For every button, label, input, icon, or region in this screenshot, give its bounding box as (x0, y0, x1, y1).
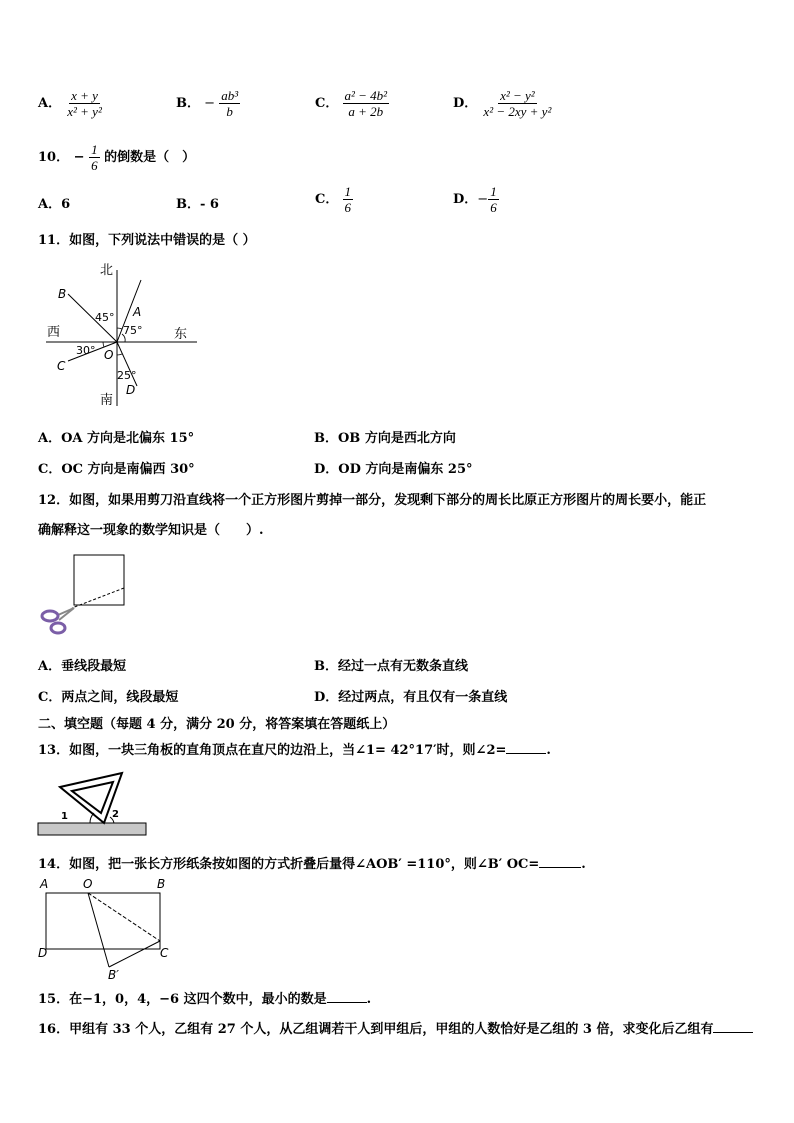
minus-sign: − (477, 192, 489, 207)
q11-option-c: C．OC 方向是南偏西 30° (38, 462, 195, 477)
question-text: 13．如图，一块三角板的直角顶点在直尺的边沿上，当∠1= 42°17′时，则∠2= (38, 743, 507, 758)
denominator: b (226, 104, 233, 119)
fraction (343, 184, 354, 215)
question-number: 10． (38, 150, 70, 165)
fraction (481, 88, 553, 119)
point-b-label: B (157, 877, 166, 891)
scissors-square-figure (38, 552, 133, 640)
fraction (343, 88, 390, 119)
segment-b-prime-c (109, 941, 160, 967)
q12-stem-line1: 12．如图，如果用剪刀沿直线将一个正方形图片剪掉一部分，发现剩下部分的周长比原正方形图片的周长要小，能正 (38, 493, 707, 508)
point-o-label: O (104, 348, 114, 362)
angle-2-label: 2 (112, 809, 119, 820)
answer-blank[interactable] (506, 753, 546, 754)
east-label: 东 (174, 327, 188, 342)
denominator: 6 (490, 200, 497, 215)
q11-option-b: B．OB 方向是西北方向 (314, 431, 456, 446)
angle-75-label: 75° (123, 324, 143, 337)
q10-option-b (176, 193, 219, 212)
point-o-label: O (83, 877, 93, 891)
point-c-label: C (160, 946, 169, 960)
point-b-prime-label: B′ (108, 968, 119, 982)
question-text: 16．甲组有 33 个人，乙组有 27 个人，从乙组调若干人到甲组后，甲组的人数恰好是乙组的 3 倍，求变化后乙组有 (38, 1022, 714, 1037)
ruler (38, 823, 146, 835)
angle-arc-30 (103, 342, 104, 347)
option-letter: A． (38, 197, 62, 212)
option-letter: C． (315, 192, 339, 207)
option-text: 6 (61, 197, 71, 212)
angle-45-label: 45° (95, 311, 115, 324)
q12-option-b: B．经过一点有无数条直线 (314, 659, 468, 674)
numerator: x + y (71, 88, 98, 103)
point-d-label: D (126, 383, 136, 397)
section-heading: 二、填空题（每题 4 分，满分 20 分，将答案填在答题纸上） (38, 717, 396, 732)
option-letter: D． (453, 192, 478, 207)
q12-option-d: D．经过两点，有且仅有一条直线 (314, 690, 508, 705)
fraction (219, 88, 240, 119)
minus-sign: − (73, 150, 85, 165)
q9-option-b (176, 88, 240, 119)
minus-sign: − (204, 96, 216, 111)
q9-option-c (315, 88, 389, 119)
q9-option-d (453, 88, 553, 119)
q15-stem (38, 988, 371, 1007)
denominator: x² − 2xy + y² (483, 104, 552, 119)
q14-stem (38, 853, 586, 872)
fraction (89, 142, 100, 173)
west-label: 西 (47, 325, 61, 340)
q10-stem (38, 142, 195, 173)
numerator: x² − y² (500, 88, 535, 103)
q13-stem (38, 739, 551, 758)
north-label: 北 (100, 263, 114, 278)
q11-option-d: D．OD 方向是南偏东 25° (314, 462, 473, 477)
point-d-label: D (38, 946, 48, 960)
triangle-ruler-figure (36, 767, 150, 839)
answer-blank[interactable] (539, 867, 581, 868)
angle-30-label: 30° (76, 344, 96, 357)
angle-arc-45 (117, 328, 122, 329)
period: . (581, 857, 586, 872)
denominator: x² + y² (67, 104, 102, 119)
q12-stem-line2: 确解释这一现象的数学知识是（ ）. (38, 523, 264, 538)
numerator: 1 (490, 184, 497, 199)
numerator: 1 (344, 184, 351, 199)
angle-arc-25 (117, 354, 122, 355)
angle-1-label: 1 (61, 811, 68, 822)
denominator: 6 (91, 158, 98, 173)
point-a-label: A (40, 877, 49, 891)
point-c-label: C (57, 359, 66, 373)
compass-direction-figure (40, 258, 205, 408)
q10-option-d (453, 184, 499, 215)
option-letter: C． (315, 96, 339, 111)
question-text: 的倒数是（ ） (104, 150, 196, 165)
period: . (546, 743, 551, 758)
q10-option-c (315, 184, 353, 215)
q12-option-c: C．两点之间，线段最短 (38, 690, 179, 705)
answer-blank[interactable] (327, 1002, 367, 1003)
period: . (366, 992, 372, 1007)
denominator: 6 (344, 200, 351, 215)
fold-line-oc (88, 893, 160, 941)
angle-25-label: 25° (117, 369, 137, 382)
point-b-label: B (58, 287, 67, 301)
question-text: 14．如图，把一张长方形纸条按如图的方式折叠后量得∠AOB′ =110°，则∠B′ OC= (38, 857, 540, 872)
question-text: 15．在−1，0，4，−6 这四个数中，最小的数是 (38, 992, 327, 1007)
option-letter: A． (38, 96, 62, 111)
folded-rectangle-figure (36, 875, 176, 985)
south-label: 南 (100, 393, 114, 408)
q11-option-a: A．OA 方向是北偏东 15° (38, 431, 195, 446)
q10-option-a (38, 193, 70, 212)
q11-stem: 11．如图，下列说法中错误的是（ ） (38, 233, 256, 248)
scissors-icon (42, 608, 74, 633)
option-letter: B． (176, 197, 200, 212)
segment-ob-prime (88, 893, 109, 967)
numerator: ab³ (221, 88, 239, 103)
fraction (488, 184, 499, 215)
fraction (65, 88, 104, 119)
numerator: 1 (91, 142, 98, 157)
rectangle (46, 893, 160, 949)
option-letter: D． (453, 96, 478, 111)
numerator: a² − 4b² (344, 88, 388, 103)
option-letter: B． (176, 96, 200, 111)
option-text: - 6 (200, 197, 219, 212)
denominator: a + 2b (348, 104, 384, 119)
point-a-label: A (133, 305, 142, 319)
q16-stem (38, 1018, 753, 1037)
answer-blank[interactable] (713, 1032, 753, 1033)
q9-option-a (38, 88, 104, 119)
triangle-ruler-inner (72, 782, 113, 813)
q12-option-a: A．垂线段最短 (38, 659, 127, 674)
